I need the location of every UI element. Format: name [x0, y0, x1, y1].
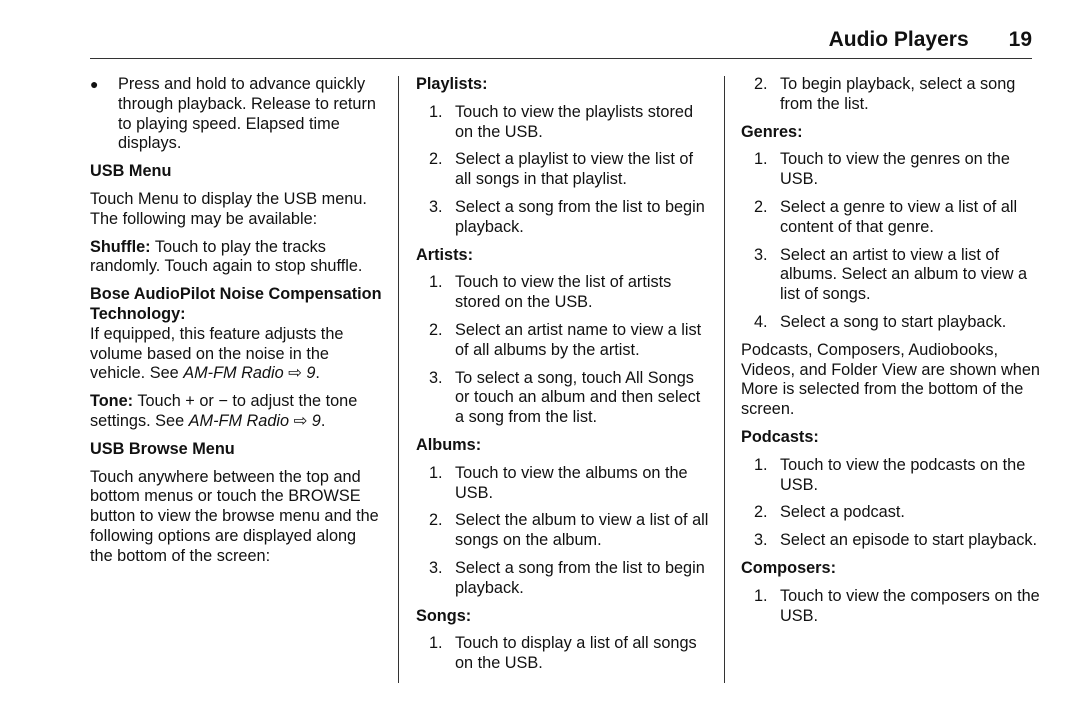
list-item: 1. Touch to display a list of all songs on the USB. — [429, 634, 697, 673]
list-item: 1. Touch to view the composers on the USB. — [754, 586, 1040, 625]
artists-heading: Artists: — [416, 245, 473, 264]
albums-heading: Albums: — [416, 435, 482, 454]
usb-menu-text: Touch Menu to display the USB menu. The following may be available: — [90, 189, 367, 228]
column-divider — [724, 76, 725, 683]
genres-list — [741, 150, 1041, 332]
more-text: Podcasts, Composers, Audiobooks, Videos, and Folder View are shown when More is selected from the bottom of the screen. — [741, 340, 1040, 419]
column-1 — [90, 75, 382, 575]
albums-list — [416, 464, 710, 599]
usb-browse-text: Touch anywhere between the top and bottom menus or touch the BROWSE button to view the browse menu and the following options are displayed along the bottom of the screen: — [90, 467, 379, 565]
playlists-list — [416, 103, 710, 238]
am-fm-radio-link[interactable]: AM-FM Radio ⇨ 9 — [188, 411, 321, 430]
usb-menu-heading: USB Menu — [90, 162, 172, 181]
genres-heading: Genres: — [741, 122, 803, 141]
list-item: 4. Select a song to start playback. — [754, 312, 1007, 331]
list-item: 2. Select the album to view a list of all songs on the album. — [429, 511, 709, 550]
composers-list — [741, 587, 1041, 627]
header-rule — [90, 58, 1032, 59]
list-item: 3. Select an artist to view a list of albums. Select an album to view a list of songs. — [754, 245, 1028, 304]
page-number: 19 — [1008, 28, 1032, 51]
list-item: 2. Select an artist name to view a list of all albums by the artist. — [429, 320, 702, 359]
list-item: 3. To select a song, touch All Songs or touch an album and then select a song from the list. — [429, 368, 701, 427]
podcasts-heading: Podcasts: — [741, 427, 819, 446]
column-divider — [398, 76, 399, 683]
section-title: Audio Players — [828, 28, 969, 51]
list-item: 2. Select a podcast. — [754, 503, 905, 522]
list-item: 3. Select a song from the list to begin playback. — [429, 197, 705, 236]
bose-paragraph: Bose AudioPilot Noise Compensation Technology: If equipped, this feature adjusts the volume based on the noise in the vehicle. See AM-FM Radio ⇨ 9. — [90, 285, 382, 383]
list-item: 3. Select a song from the list to begin playback. — [429, 558, 705, 597]
list-item: 1. Touch to view the playlists stored on the USB. — [429, 102, 694, 141]
column-3 — [741, 75, 1041, 634]
list-item: 2. Select a playlist to view the list of all songs in that playlist. — [429, 150, 693, 189]
playlists-heading: Playlists: — [416, 75, 488, 93]
page-header — [829, 28, 1032, 52]
composers-heading: Composers: — [741, 558, 836, 577]
list-item: 2. To begin playback, select a song from the list. — [754, 75, 1016, 113]
list-item: 2. Select a genre to view a list of all content of that genre. — [754, 197, 1018, 236]
bullet-item: ● Press and hold to advance quickly through playback. Release to return to playing speed. Elapsed time displays. — [90, 75, 376, 153]
bullet-icon: ● — [90, 76, 99, 92]
songs-list — [416, 634, 710, 674]
songs-heading: Songs: — [416, 606, 472, 625]
list-item: 1. Touch to view the albums on the USB. — [429, 463, 688, 502]
songs-list-continued — [741, 75, 1041, 115]
tone-paragraph: Tone: Touch + or − to adjust the tone settings. See AM-FM Radio ⇨ 9. — [90, 392, 358, 430]
list-item: 3. Select an episode to start playback. — [754, 531, 1038, 550]
usb-browse-heading: USB Browse Menu — [90, 439, 235, 458]
list-item: 1. Touch to view the list of artists stored on the USB. — [429, 273, 672, 312]
shuffle-paragraph: Shuffle: Touch to play the tracks randomly. Touch again to stop shuffle. — [90, 237, 363, 276]
list-item: 1. Touch to view the genres on the USB. — [754, 150, 1010, 189]
column-2 — [416, 75, 710, 682]
list-item: 1. Touch to view the podcasts on the USB. — [754, 455, 1026, 494]
am-fm-radio-link[interactable]: AM-FM Radio ⇨ 9 — [183, 364, 316, 383]
podcasts-list — [741, 456, 1041, 551]
artists-list — [416, 273, 710, 428]
